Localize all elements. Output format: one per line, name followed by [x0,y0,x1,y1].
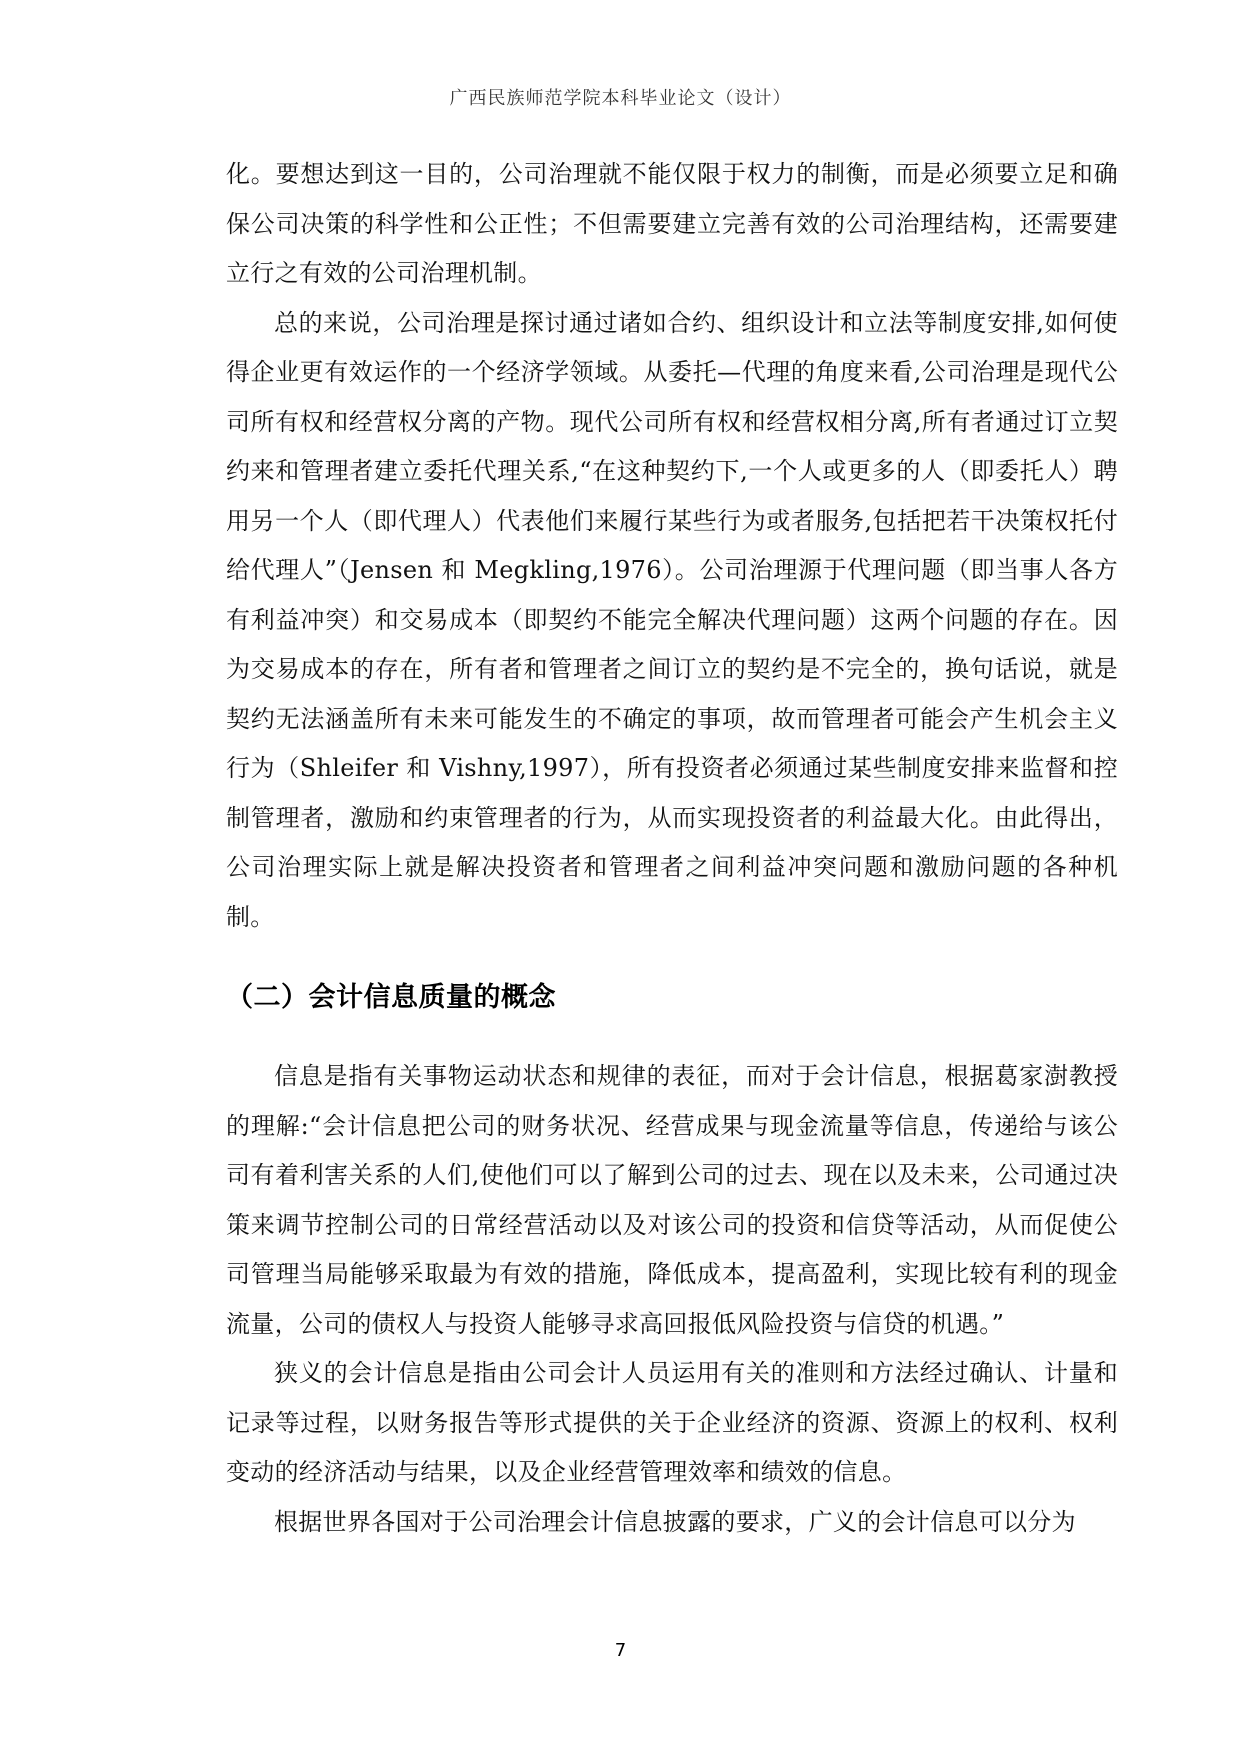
paragraph-broad-accounting-information: 根据世界各国对于公司治理会计信息披露的要求，广义的会计信息可以分为 [274,1507,1076,1536]
page-number: 7 [614,1640,627,1661]
paragraph-corporate-governance-summary: 总的来说，公司治理是探讨通过诸如合约、组织设计和立法等制度安排,如何使得企业更有效运作的一个经济学领域。从委托—代理的角度来看,公司治理是现代公司所有权和经营权分离的产物。现代公司所有权和经营权相分离,所有者通过订立契约来和管理者建立委托代理关系,“在这种契约下,一个人或更多的人（即委托人）聘用另一个人（即代理人）代表他们来履行某些行为或者服务,包括把若干决策权托付给代理人”（Jensen 和 Megkling,1976）。公司治理源于代理问题（即当事人各方有利益冲突）和交易成本（即契约不能完全解决代理问题）这两个问题的存在。因为交易成本的存在，所有者和管理者之间订立的契约是不完全的，换句话说，就是契约无法涵盖所有未来可能发生的不确定的事项，故而管理者可能会产生机会主义行为（Shleifer 和 Vishny,1997），所有投资者必须通过某些制度安排来监督和控制管理者，激励和约束管理者的行为，从而实现投资者的利益最大化。由此得出，公司治理实际上就是解决投资者和管理者之间利益冲突问题和激励问题的各种机制。 [226,308,1118,931]
body-text-top [226,150,1118,942]
body-text-bottom [226,1052,1118,1547]
running-header: 广西民族师范学院本科毕业论文（设计） [449,88,792,109]
section-heading: （二）会计信息质量的概念 [226,982,556,1013]
paragraph-continuation: 化。要想达到这一目的，公司治理就不能仅限于权力的制衡，而是必须要立足和确保公司决策的科学性和公正性；不但需要建立完善有效的公司治理结构，还需要建立行之有效的公司治理机制。 [226,160,1118,287]
paragraph-narrow-accounting-information: 狭义的会计信息是指由公司会计人员运用有关的准则和方法经过确认、计量和记录等过程，以财务报告等形式提供的关于企业经济的资源、资源上的权利、权利变动的经济活动与结果，以及企业经营管理效率和绩效的信息。 [226,1359,1118,1486]
paragraph-accounting-information-definition: 信息是指有关事物运动状态和规律的表征，而对于会计信息，根据葛家澍教授的理解:“会计信息把公司的财务状况、经营成果与现金流量等信息，传递给与该公司有着利害关系的人们,使他们可以了解到公司的过去、现在以及未来，公司通过决策来调节控制公司的日常经营活动以及对该公司的投资和信贷等活动，从而促使公司管理当局能够采取最为有效的措施，降低成本，提高盈利，实现比较有利的现金流量，公司的债权人与投资人能够寻求高回报低风险投资与信贷的机遇。” [226,1062,1118,1338]
